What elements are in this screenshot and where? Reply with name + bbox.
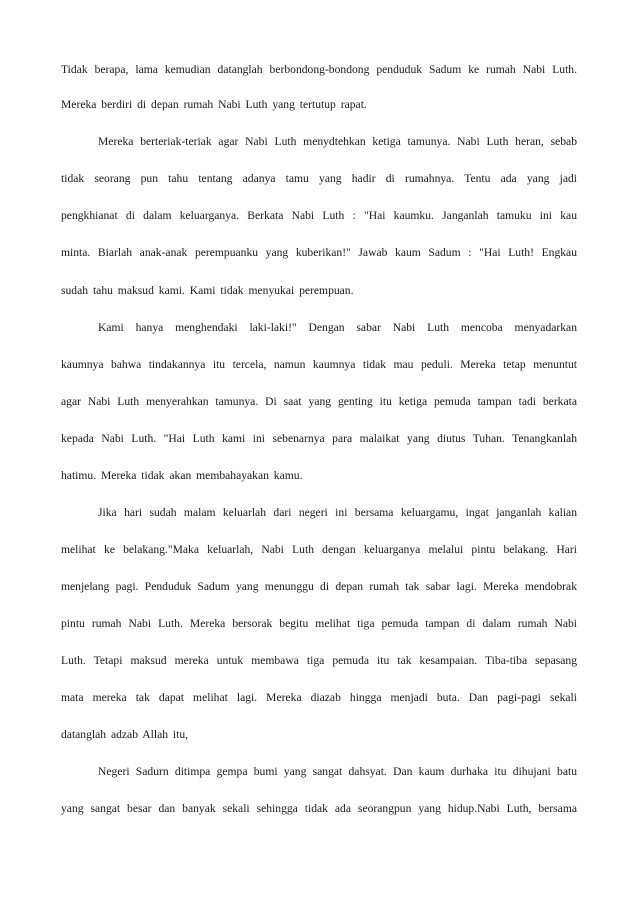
text-line: agar Nabi Luth menyerahkan tamunya. Di saat yang genting itu ketiga pemuda tampan tadi berkata — [61, 395, 577, 408]
text-line: tidak seorang pun tahu tentang adanya tamu yang hadir di rumahnya. Tentu ada yang jadi — [61, 172, 577, 185]
text-line: pintu rumah Nabi Luth. Mereka bersorak begitu melihat tiga pemuda tampan di dalam rumah Nabi — [61, 617, 577, 630]
text-line: minta. Biarlah anak-anak perempuanku yang kuberikan!" Jawab kaum Sadum : "Hai Luth! Engkau — [61, 246, 577, 259]
text-line: yang sangat besar dan banyak sekali sehingga tidak ada seorangpun yang hidup.Nabi Luth, bersama — [61, 802, 577, 815]
text-line: Jika hari sudah malam keluarlah dari negeri ini bersama keluargamu, ingat janganlah kalian — [98, 506, 577, 519]
text-line: kaumnya bahwa tindakannya itu tercela, namun kaumnya tidak mau peduli. Mereka tetap menuntut — [61, 358, 577, 371]
text-line: melihat ke belakang."Maka keluarlah, Nabi Luth dengan keluarganya melalui pintu belakang. Hari — [61, 543, 577, 556]
text-line: sudah tahu maksud kami. Kami tidak menyukai perempuan. — [61, 284, 354, 297]
text-line: Negeri Sadurn ditimpa gempa bumi yang sangat dahsyat. Dan kaum durhaka itu dihujani batu — [98, 765, 577, 778]
text-line: kepada Nabi Luth. "Hai Luth kami ini sebenarnya para malaikat yang diutus Tuhan. Tenangkanlah — [61, 432, 577, 445]
text-line: pengkhianat di dalam keluarganya. Berkata Nabi Luth : "Hai kaumku. Janganlah tamuku ini kau — [61, 209, 577, 222]
text-line: Mereka berdiri di depan rumah Nabi Luth yang tertutup rapat. — [61, 98, 367, 111]
text-line: Luth. Tetapi maksud mereka untuk membawa tiga pemuda itu tak kesampaian. Tiba-tiba sepasang — [61, 654, 577, 667]
text-line: mata mereka tak dapat melihat lagi. Mereka diazab hingga menjadi buta. Dan pagi-pagi sekali — [61, 691, 577, 704]
text-line: Tidak berapa, lama kemudian datanglah berbondong-bondong penduduk Sadum ke rumah Nabi Luth. — [61, 63, 577, 76]
text-line: Mereka berteriak-teriak agar Nabi Luth menydtehkan ketiga tamunya. Nabi Luth heran, sebab — [98, 135, 577, 148]
text-line: datanglah adzab Allah itu, — [61, 728, 189, 741]
text-line: hatimu. Mereka tidak akan membahayakan kamu. — [61, 469, 303, 482]
text-line: Kami hanya menghendaki laki-laki!" Dengan sabar Nabi Luth mencoba menyadarkan — [98, 321, 577, 334]
text-line: menjelang pagi. Penduduk Sadum yang menunggu di depan rumah tak sabar lagi. Mereka mendobrak — [61, 580, 577, 593]
